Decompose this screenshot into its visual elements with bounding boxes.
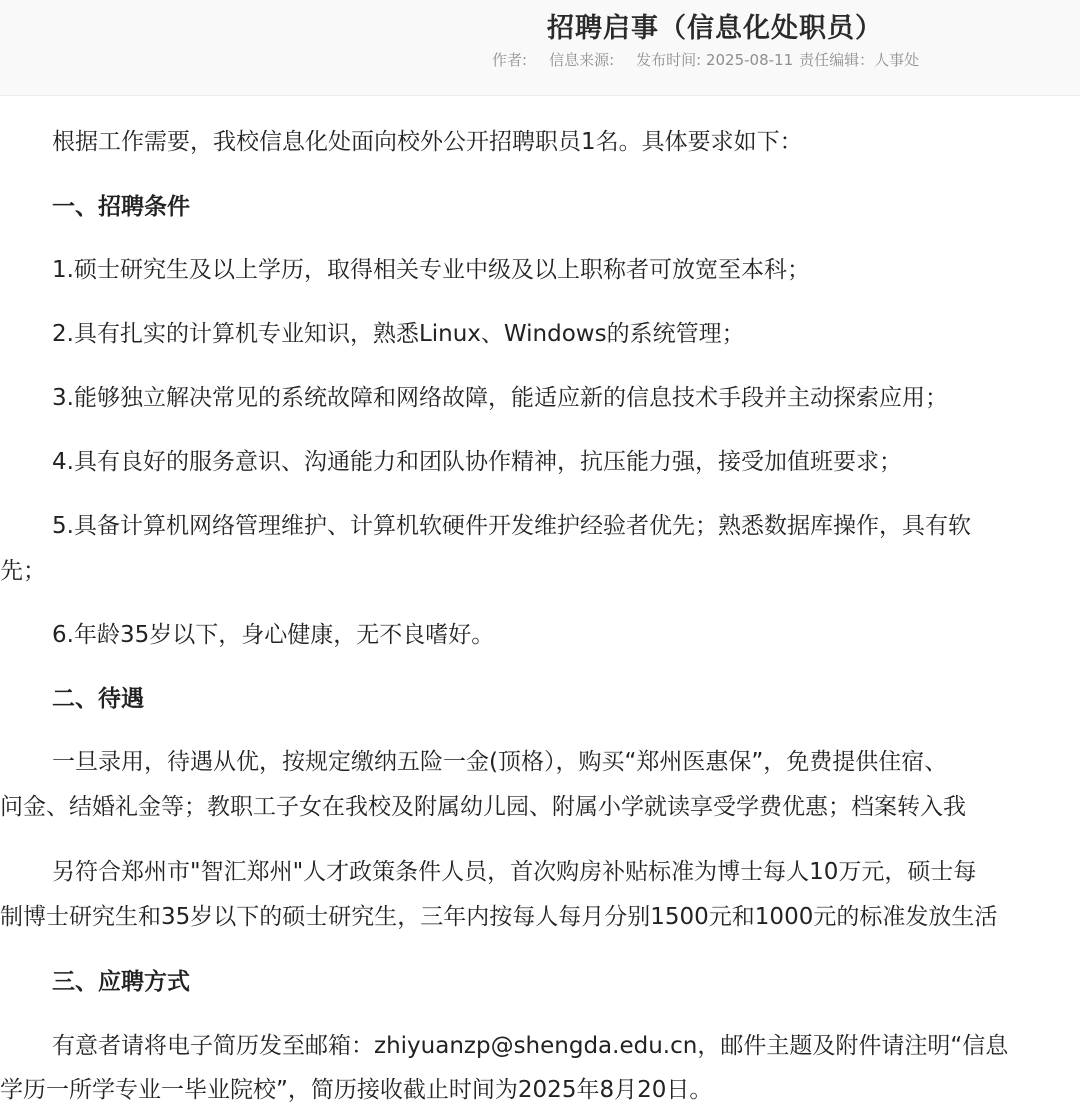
requirement-item-6: 6.年龄35岁以下，身心健康，无不良嗜好。 [52,622,495,648]
article-body [0,95,1080,1119]
meta-publish-time: 发布时间: 2025-08-11 [636,51,794,69]
application-paragraph: 有意者请将电子简历发至邮箱：zhiyuanzp@shengda.edu.cn，邮件主题及附件请注明“信息 [52,1033,1009,1059]
benefits-paragraph-2-continued: 制博士研究生和35岁以下的硕士研究生，三年内按每人每月分别1500元和1000元的标准发放生活 [0,904,998,930]
application-paragraph-continued: 学历一所学专业一毕业院校”，简历接收截止时间为2025年8月20日。 [0,1077,713,1103]
requirement-item-4: 4.具有良好的服务意识、沟通能力和团队协作精神，抗压能力强，接受加值班要求； [52,449,902,475]
section-heading-benefits: 二、待遇 [52,686,144,712]
page-title: 招聘启事（信息化处职员） [547,13,883,44]
benefits-paragraph-2: 另符合郑州市"智汇郑州"人才政策条件人员，首次购房补贴标准为博士每人10万元，硕士每 [52,859,977,885]
meta-editor: 责任编辑：人事处 [799,51,920,69]
article-meta [492,49,919,70]
requirement-item-1: 1.硕士研究生及以上学历，取得相关专业中级及以上职称者可放宽至本科； [52,257,810,283]
requirement-item-5: 5.具备计算机网络管理维护、计算机软硬件开发维护经验者优先；熟悉数据库操作，具有软 [52,513,971,539]
meta-source: 信息来源: [549,51,615,69]
section-heading-application: 三、应聘方式 [52,969,190,995]
article-header [0,0,1080,96]
benefits-paragraph-1: 一旦录用，待遇从优，按规定缴纳五险一金(顶格），购买“郑州医惠保”，免费提供住宿、 [52,749,948,775]
requirement-item-5-continued: 先； [0,558,46,584]
requirement-item-3: 3.能够独立解决常见的系统故障和网络故障，能适应新的信息技术手段并主动探索应用； [52,385,948,411]
meta-author: 作者: [492,51,528,69]
intro-paragraph: 根据工作需要，我校信息化处面向校外公开招聘职员1名。具体要求如下： [52,129,803,155]
section-heading-requirements: 一、招聘条件 [52,194,190,220]
benefits-paragraph-1-continued: 问金、结婚礼金等；教职工子女在我校及附属幼儿园、附属小学就读享受学费优惠；档案转入我 [0,794,966,820]
requirement-item-2: 2.具有扎实的计算机专业知识，熟悉Linux、Windows的系统管理； [52,321,745,347]
